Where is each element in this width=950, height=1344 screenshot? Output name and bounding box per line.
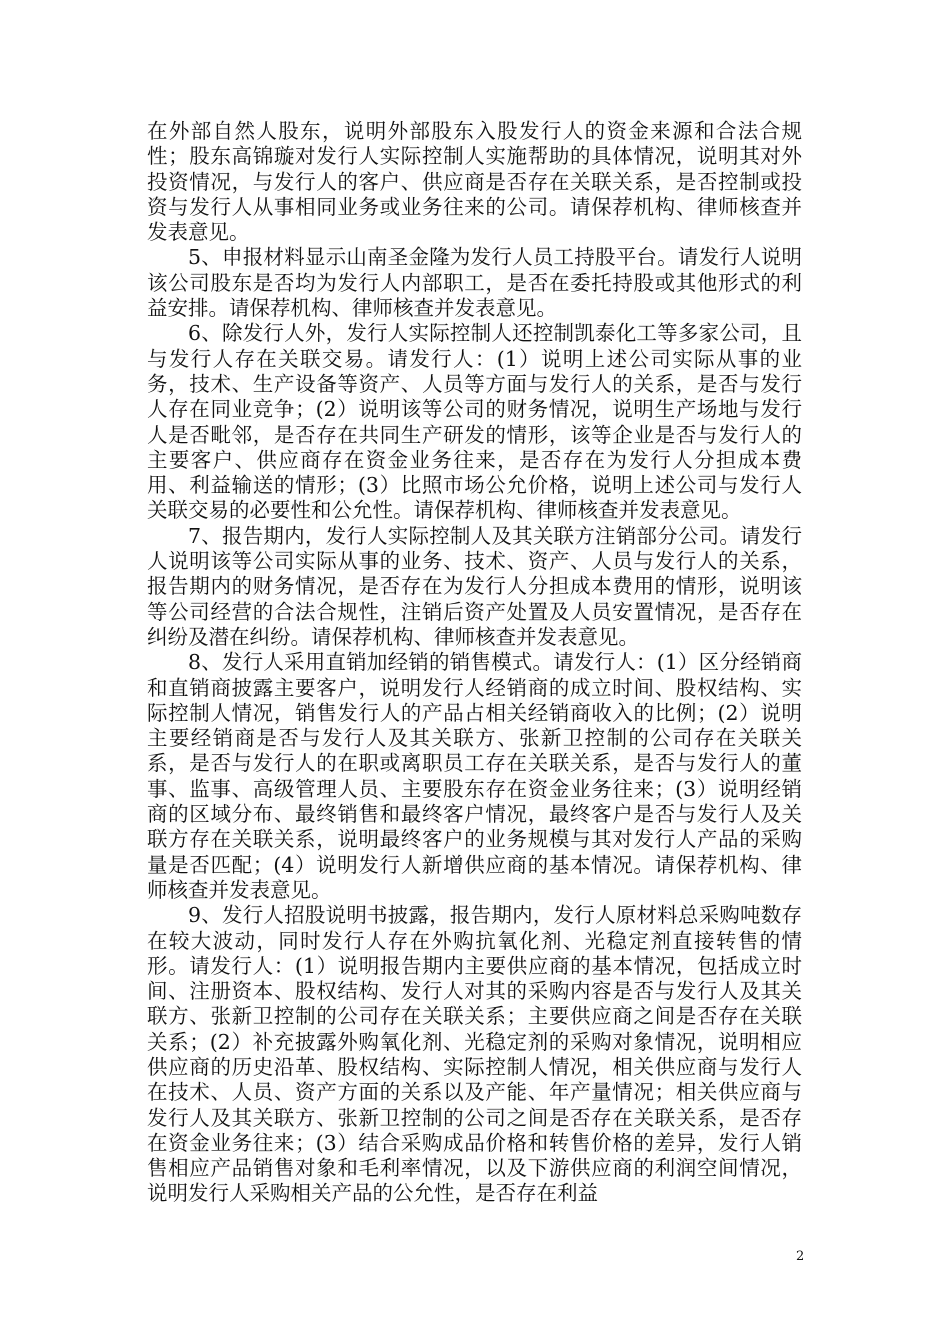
page-number: 2 [796,1249,805,1264]
paragraph-item-9: 9、发行人招股说明书披露，报告期内，发行人原材料总采购吨数存在较大波动，同时发行人存在外购抗氧化剂、光稳定剂直接转售的情形。请发行人：(1）说明报告期内主要供应商的基本情况，包括成立时间、注册资本、股权结构、发行人对其的采购内容是否与发行人及其关联方、张新卫控制的公司存在关联关系；主要供应商之间是否存在关联关系；(2）补充披露外购氧化剂、光稳定剂的采购对象情况，说明相应供应商的历史沿革、股权结构、实际控制人情况，相关供应商与发行人在技术、人员、资产方面的关系以及产能、年产量情况；相关供应商与发行人及其关联方、张新卫控制的公司之间是否存在关联关系，是否存在资金业务往来；(3）结合采购成品价格和转售价格的差异，发行人销售相应产品销售对象和毛利率情况，以及下游供应商的利润空间情况，说明发行人采购相关产品的公允性，是否存在利益 [147,903,802,1206]
paragraph-item-5: 5、申报材料显示山南圣金隆为发行人员工持股平台。请发行人说明该公司股东是否均为发行人内部职工，是否在委托持股或其他形式的利益安排。请保荐机构、律师核查并发表意见。 [147,245,802,321]
paragraph-item-6: 6、除发行人外，发行人实际控制人还控制凯泰化工等多家公司，且与发行人存在关联交易。请发行人：(1）说明上述公司实际从事的业务，技术、生产设备等资产、人员等方面与发行人的关系，是否与发行人存在同业竞争；(2）说明该等公司的财务情况，说明生产场地与发行人是否毗邻，是否存在共同生产研发的情形，该等企业是否与发行人的主要客户、供应商存在资金业务往来，是否存在为发行人分担成本费用、利益输送的情形；(3）比照市场公允价格，说明上述公司与发行人关联交易的必要性和公允性。请保荐机构、律师核查并发表意见。 [147,321,802,523]
paragraph-item-7: 7、报告期内，发行人实际控制人及其关联方注销部分公司。请发行人说明该等公司实际从事的业务、技术、资产、人员与发行人的关系，报告期内的财务情况，是否存在为发行人分担成本费用的情形，说明该等公司经营的合法合规性，注销后资产处置及人员安置情况，是否存在纠纷及潜在纠纷。请保荐机构、律师核查并发表意见。 [147,523,802,649]
paragraph-continuation: 在外部自然人股东，说明外部股东入股发行人的资金来源和合法合规性；股东高锦璇对发行人实际控制人实施帮助的具体情况，说明其对外投资情况，与发行人的客户、供应商是否存在关联关系，是否控制或投资与发行人从事相同业务或业务往来的公司。请保荐机构、律师核查并发表意见。 [147,119,802,245]
document-body [147,119,802,1207]
paragraph-item-8: 8、发行人采用直销加经销的销售模式。请发行人：(1）区分经销商和直销商披露主要客户，说明发行人经销商的成立时间、股权结构、实际控制人情况，销售发行人的产品占相关经销商收入的比例；(2）说明主要经销商是否与发行人及其关联方、张新卫控制的公司存在关联关系，是否与发行人的在职或离职员工存在关联关系，是否与发行人的董事、监事、高级管理人员、主要股东存在资金业务往来；(3）说明经销商的区域分布、最终销售和最终客户情况，最终客户是否与发行人及关联方存在关联关系，说明最终客户的业务规模与其对发行人产品的采购量是否匹配；(4）说明发行人新增供应商的基本情况。请保荐机构、律师核查并发表意见。 [147,650,802,902]
